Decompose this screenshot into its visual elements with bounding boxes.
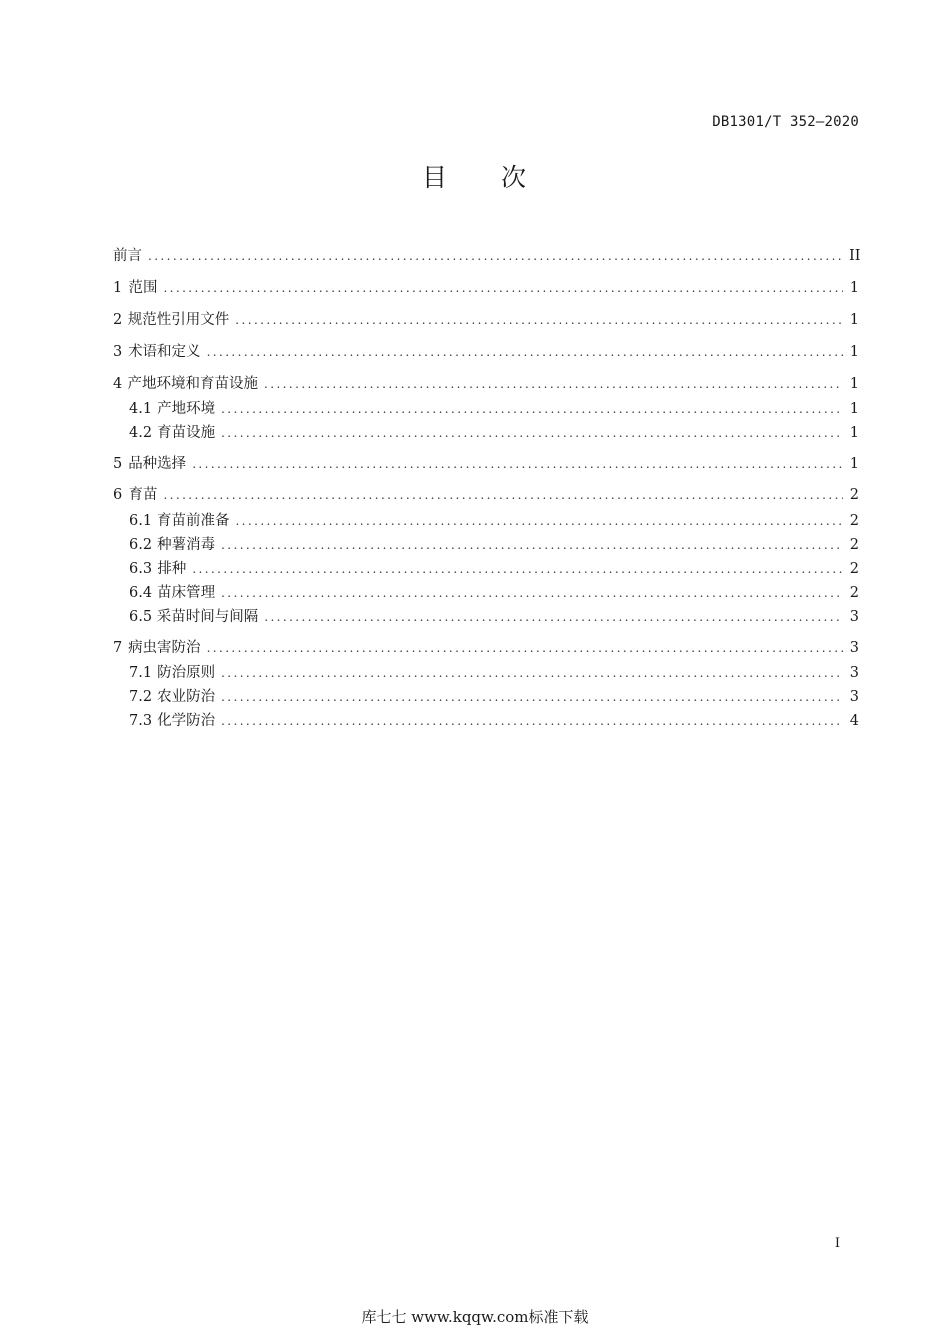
toc-entry-label: 前言: [113, 248, 142, 264]
toc-entry-number: 6.3: [129, 561, 153, 577]
page-title: [0, 158, 950, 194]
toc-entry-6-2[interactable]: [129, 535, 859, 555]
toc-entry-number: 4: [113, 376, 123, 392]
toc-entry-page: 3: [849, 665, 859, 681]
toc-entry-label: 产地环境和育苗设施: [127, 376, 259, 392]
toc-entry-label: 育苗: [128, 487, 158, 503]
toc-entry-label: 范围: [128, 280, 158, 296]
toc-entry-number: 6.2: [129, 537, 153, 553]
toc-entry-6-1[interactable]: [129, 511, 859, 531]
toc-entry-label: 排种: [157, 561, 187, 577]
toc-entry-label: 农业防治: [157, 689, 216, 705]
toc-leader-dots: [192, 454, 843, 474]
toc-entry-label: 育苗设施: [157, 425, 216, 441]
toc-entry-3[interactable]: [113, 342, 859, 362]
toc-leader-dots: [221, 583, 843, 603]
toc-entry-number: 5: [113, 456, 123, 472]
toc-entry-page: 1: [849, 456, 859, 472]
toc-entry-7-3[interactable]: [129, 711, 859, 731]
footer-watermark-text: 库七七 www.kqqw.com标准下载: [361, 1308, 589, 1326]
toc-entry-page: II: [849, 248, 861, 264]
toc-entry-page: 2: [849, 487, 859, 503]
toc-leader-dots: [163, 278, 843, 298]
toc-entry-page: 1: [849, 401, 859, 417]
toc-entry-number: 4.2: [129, 425, 153, 441]
toc-entry-page: 2: [849, 537, 859, 553]
toc-entry-label: 采苗时间与间隔: [156, 609, 259, 625]
toc-entry-4-1[interactable]: [129, 399, 859, 419]
toc-entry-label: 育苗前准备: [156, 513, 230, 529]
toc-entry-number: 3: [113, 344, 123, 360]
toc-entry-6[interactable]: [113, 485, 859, 505]
toc-entry-page: 1: [849, 425, 859, 441]
toc-entry-7-2[interactable]: [129, 687, 859, 707]
toc-leader-dots: [163, 485, 843, 505]
toc-entry-page: 1: [849, 280, 859, 296]
toc-leader-dots: [148, 246, 843, 266]
document-code: DB1301/T 352—2020: [712, 114, 859, 130]
toc-leader-dots: [235, 511, 843, 531]
toc-entry-page: 1: [849, 344, 859, 360]
title-char-1: 目: [421, 163, 449, 192]
toc-entry-number: 2: [113, 312, 123, 328]
toc-entry-label: 术语和定义: [128, 344, 201, 360]
toc-entry-page: 2: [849, 585, 859, 601]
toc-entry-number: 6.4: [129, 585, 153, 601]
toc-entry-page: 3: [849, 640, 859, 656]
toc-entry-1[interactable]: [113, 278, 859, 298]
toc-leader-dots: [207, 342, 843, 362]
page-number: I: [834, 1236, 840, 1251]
toc-entry-6-4[interactable]: [129, 583, 859, 603]
toc-entry-number: 6.1: [129, 513, 153, 529]
toc-entry-6-5[interactable]: [129, 607, 859, 627]
toc-entry-page: 3: [849, 609, 859, 625]
toc-leader-dots: [221, 711, 843, 731]
toc-entry-page: 2: [849, 513, 859, 529]
toc-entry-5[interactable]: [113, 454, 859, 474]
toc-leader-dots: [264, 374, 843, 394]
toc-entry-label: 产地环境: [157, 401, 216, 417]
toc-leader-dots: [221, 687, 843, 707]
title-char-2: 次: [501, 163, 529, 192]
toc-entry-page: 1: [849, 312, 859, 328]
toc-entry-number: 7: [113, 640, 123, 656]
toc-leader-dots: [264, 607, 843, 627]
toc-leader-dots: [221, 663, 843, 683]
toc-entry-4[interactable]: [113, 374, 859, 394]
toc-entry-number: 7.1: [129, 665, 153, 681]
toc-entry-7-1[interactable]: [129, 663, 859, 683]
toc-leader-dots: [235, 310, 843, 330]
toc-entry-page: 4: [849, 713, 859, 729]
toc-entry-page: 1: [849, 376, 859, 392]
toc-entry-number: 7.2: [129, 689, 153, 705]
toc-entry-number: 4.1: [129, 401, 153, 417]
toc-entry-2[interactable]: [113, 310, 859, 330]
toc-leader-dots: [192, 559, 843, 579]
toc-entry-page: 2: [849, 561, 859, 577]
toc-leader-dots: [221, 423, 843, 443]
toc-entry-4-2[interactable]: [129, 423, 859, 443]
toc-leader-dots: [207, 638, 843, 658]
toc-entry-label: 规范性引用文件: [127, 312, 230, 328]
toc-entry-label: 苗床管理: [157, 585, 216, 601]
toc-entry-number: 6: [113, 487, 123, 503]
toc-entry-label: 品种选择: [128, 456, 187, 472]
toc-entry-number: 1: [113, 280, 123, 296]
toc-entry-preface[interactable]: [113, 246, 859, 266]
toc-entry-page: 3: [849, 689, 859, 705]
toc-entry-7[interactable]: [113, 638, 859, 658]
toc-entry-label: 防治原则: [157, 665, 216, 681]
toc-entry-label: 种薯消毒: [157, 537, 216, 553]
toc-entry-label: 化学防治: [157, 713, 216, 729]
toc-entry-6-3[interactable]: [129, 559, 859, 579]
toc-leader-dots: [221, 535, 843, 555]
toc-entry-label: 病虫害防治: [128, 640, 201, 656]
toc-leader-dots: [221, 399, 843, 419]
toc-entry-number: 6.5: [129, 609, 153, 625]
toc-entry-number: 7.3: [129, 713, 153, 729]
